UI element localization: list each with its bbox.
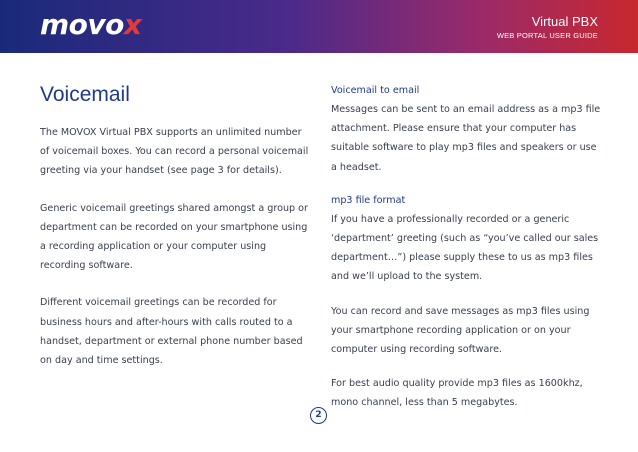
generic-greetings-paragraph: Generic voicemail greetings shared amongst a group or department can be recorded on your smartphone using a recording application or your computer using recording software. (40, 202, 308, 272)
left-body (40, 123, 310, 370)
header-subtitle: WEB PORTAL USER GUIDE (496, 31, 598, 40)
different-greetings-paragraph: Different voicemail greetings can be recorded for business hours and after-hours with calls routed to a handset, department or external phone number based on day and time settings. (40, 297, 303, 367)
left-column (40, 82, 310, 388)
audio-quality-text: For best audio quality provide mp3 files as 1600khz, mono channel, less than 5 megabytes. (331, 378, 583, 409)
right-column (331, 82, 603, 428)
mp3-format-heading: mp3 file format (331, 194, 406, 206)
header-title: Virtual PBX (531, 14, 598, 29)
logo-main: movo (40, 8, 124, 41)
movox-logo (40, 8, 141, 41)
page-header (0, 0, 638, 53)
voicemail-to-email-heading: Voicemail to email (331, 85, 420, 96)
logo-accent: x (123, 8, 142, 41)
page-title: Voicemail (40, 83, 130, 106)
page-number: 2 (310, 407, 327, 424)
voicemail-to-email-text: Messages can be sent to an email address as a mp3 file attachment. Please ensure that your computer has suitable software to play mp3 files and speakers or use a headset. (331, 104, 601, 173)
record-save-text: You can record and save messages as mp3 files using your smartphone recording application or on your computer using recording software. (331, 305, 590, 356)
intro-paragraph: The MOVOX Virtual PBX supports an unlimited number of voicemail boxes. You can record a personal voicemail greeting via your handset (see page 3 for details). (40, 127, 309, 177)
mp3-format-text: If you have a professionally recorded or a generic ‘department’ greeting (such as “you’ve called our sales department…”) please supply these to us as mp3 files and we’ll upload to the system. (331, 213, 599, 283)
